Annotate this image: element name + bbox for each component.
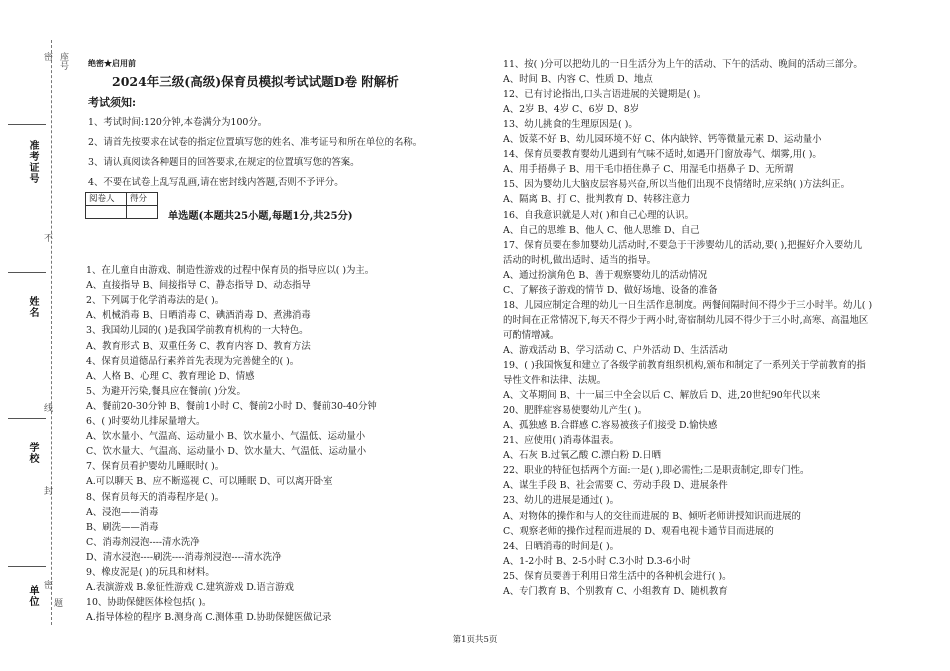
question-line: C、观察老师的操作过程而进展的 D、观看电视卡通节目而进展的 [503, 525, 774, 537]
question-line: 24、日晒消毒的时间是( )。 [503, 540, 619, 552]
question-line: A、2岁 B、4岁 C、6岁 D、8岁 [503, 104, 640, 116]
question-line: A、教育形式 B、双重任务 C、教育内容 D、教育方法 [86, 340, 311, 352]
school-underline [8, 418, 46, 419]
question-line: 13、幼儿挑食的生理原因是( )。 [503, 119, 638, 131]
exam-number-underline [8, 124, 46, 125]
seal-dashed-line [51, 40, 52, 625]
question-line: D、清水浸泡----刷洗----消毒剂浸泡----清水洗净 [86, 551, 282, 563]
question-line: A、机械消毒 B、日晒消毒 C、碘酒消毒 D、煮沸消毒 [86, 310, 311, 322]
question-line: 3、我国幼儿园的( )是我国学前教育机构的一大特色。 [86, 325, 309, 337]
question-line: A、孤独感 B.合群感 C.容易被孩子们接受 D.愉快感 [503, 420, 718, 432]
notice-heading: 考试须知: [88, 96, 137, 109]
notice-item: 2、请首先按要求在试卷的指定位置填写您的姓名、准考证号和所在单位的名称。 [88, 137, 423, 148]
question-line: 16、自我意识就是人对( )和自己心理的认识。 [503, 209, 694, 221]
question-line: 4、保育员道德品行素养首先表现为完善健全的( )。 [86, 355, 300, 367]
question-line: A、饮水量小、气温高、运动量小 B、饮水量小、气温低、运动量小 [86, 431, 366, 443]
seal-char: 密 [42, 580, 52, 589]
question-line: B、刷洗——消毒 [86, 521, 159, 533]
question-line: 2、下列属于化学消毒法的是( )。 [86, 295, 225, 307]
unit-label: 单位 [27, 585, 38, 607]
notice-item: 1、考试时间:120分钟,本卷满分为100分。 [88, 117, 268, 128]
question-line: A、文革期间 B、十一届三中全会以后 C、解放后 D、进,20世纪90年代以来 [503, 390, 821, 402]
seat-label: 座号 [58, 52, 68, 70]
question-line: 25、保育员要善于利用日常生活中的各种机会进行( )。 [503, 570, 732, 582]
question-line: C、饮水量大、气温高、运动量小 D、饮水量大、气温低、运动量小 [86, 446, 367, 458]
seal-char: 不 [42, 233, 52, 242]
question-line: A、浸泡——消毒 [86, 506, 159, 518]
question-line: A、隔离 B、打 C、批判教育 D、转移注意力 [503, 194, 691, 206]
question-line: A、餐前20-30分钟 B、餐前1小时 C、餐前2小时 D、餐前30-40分钟 [86, 400, 377, 412]
question-line: A、饭菜不好 B、幼儿园环境不好 C、体内缺锌、钙等微量元素 D、运动量小 [503, 134, 822, 146]
question-line: A、对物体的操作和与人的交往而进展的 B、倾听老师讲授知识而进展的 [503, 510, 801, 522]
question-line: A、直接指导 B、间接指导 C、静态指导 D、动态指导 [86, 280, 311, 292]
page-footer: 第1页共5页 [452, 635, 498, 645]
question-line: 22、职业的特征包括两个方面:一是( ),即必需性;二是职责制定,即专门性。 [503, 465, 810, 477]
question-line: A、谋生手段 B、社会需要 C、劳动手段 D、进展条件 [503, 480, 728, 492]
question-line: 11、按( )分可以把幼儿的一日生活分为上午的活动、下午的活动、晚间的活动三部分。 [503, 59, 863, 70]
school-label: 学校 [27, 442, 38, 464]
question-line: 14、保育员要教育婴幼儿遇到有气味不适时,如遇开门窗放毒气、烟雾,用( )。 [503, 149, 822, 161]
grader-label: 阅卷人 [86, 193, 127, 206]
question-line: A、用手捂鼻子 B、用干毛巾捂住鼻子 C、用湿毛巾捂鼻子 D、无所谓 [503, 164, 794, 176]
question-line: 5、为避开污染,餐具应在餐前( )分发。 [86, 385, 246, 397]
question-line: 导性文件和法律、法规。 [503, 375, 607, 387]
notice-item: 3、请认真阅读各种题目的回答要求,在规定的位置填写您的答案。 [88, 157, 360, 168]
section-title: 单选题(本题共25小题,每题1分,共25分) [168, 210, 353, 222]
exam-number-label: 准考证号 [27, 140, 38, 184]
question-line: 7、保育员看护婴幼儿睡眠时( )。 [86, 461, 225, 473]
question-line: 17、保育员要在参加婴幼儿活动时,不要急于干涉婴幼儿的活动,要( ),把握好介入要幼儿 [503, 239, 863, 251]
question-line: A、时间 B、内容 C、性质 D、地点 [503, 74, 653, 86]
question-line: 1、在儿童自由游戏、制造性游戏的过程中保育员的指导应以( )为主。 [86, 265, 375, 276]
question-line: A、专门教育 B、个别教育 C、小组教育 D、随机教育 [503, 585, 728, 597]
notice-item: 4、不要在试卷上乱写乱画,请在密封线内答题,否则不予评分。 [88, 177, 344, 188]
question-line: A、游戏活动 B、学习活动 C、户外活动 D、生活活动 [503, 344, 728, 356]
question-line: 15、因为婴幼儿大脑皮层容易兴奋,所以当他们出现不良情绪时,应采纳( )方法纠正。 [503, 179, 850, 191]
question-line: A、自己的思维 B、他人 C、他人思维 D、自己 [503, 224, 700, 236]
name-label: 姓名 [27, 296, 38, 318]
question-line: 23、幼儿的进展是通过( )。 [503, 495, 619, 507]
score-label: 得分 [127, 193, 158, 206]
grader-score-table [85, 192, 158, 219]
seal-char: 线 [42, 403, 52, 412]
score-cell[interactable] [127, 206, 158, 219]
question-line: A.表演游戏 B.象征性游戏 C.建筑游戏 D.语言游戏 [86, 582, 294, 594]
question-line: 可酌情增减。 [503, 329, 560, 341]
question-line: 19、( )我国恢复和建立了各级学前教育组织机构,颁布和制定了一系列关于学前教育的指 [503, 360, 866, 371]
question-line: 6、( )时要幼儿排尿量增大。 [86, 416, 206, 427]
question-line: 8、保育员每天的消毒程序是( )。 [86, 491, 225, 503]
question-line: 活动的时机,做出适时、适当的指导。 [503, 254, 656, 266]
question-line: A、通过扮演角色 B、善于观察婴幼儿的活动情况 [503, 269, 708, 281]
secret-mark: 绝密★启用前 [88, 58, 136, 68]
question-line: 的时间在正常情况下,每天不得少于两小时,寄宿制幼儿园不得少于三小时,高寒、高温地区 [503, 314, 869, 326]
question-line: A、1-2小时 B、2-5小时 C.3小时 D.3-6小时 [503, 555, 691, 567]
grader-cell[interactable] [86, 206, 127, 219]
question-line: A、石灰 B.过氧乙酸 C.漂白粉 D.日晒 [503, 450, 662, 462]
question-line: 9、橡皮泥是( )的玩具和材料。 [86, 567, 215, 578]
question-line: 18、儿园应制定合理的幼儿一日生活作息制度。两餐间隔时间不得少于三小时半。幼儿( ) [503, 299, 873, 311]
question-line: C、消毒剂浸泡----清水洗净 [86, 536, 200, 548]
unit-underline [8, 566, 46, 567]
seal-char: 封 [42, 486, 52, 495]
question-line: 12、已有讨论指出,口头言语进展的关键期是( )。 [503, 89, 707, 101]
question-line: 20、肥胖症容易使婴幼儿产生( )。 [503, 405, 648, 417]
question-line: A.指导体检的程序 B.测身高 C.测体重 D.协助保健医做记录 [86, 612, 332, 624]
question-line: A、人格 B、心理 C、教育理论 D、情感 [86, 370, 255, 382]
seal-char: 题 [52, 598, 62, 607]
question-line: 10、协助保健医体检包括( )。 [86, 597, 212, 609]
name-underline [8, 272, 46, 273]
seal-char: 密 [42, 52, 52, 61]
question-line: C、了解孩子游戏的情节 D、做好场地、设备的准备 [503, 284, 718, 296]
question-line: A.可以聊天 B、应不断巡视 C、可以睡眠 D、可以离开卧室 [86, 476, 333, 488]
page-title: 2024年三级(高级)保育员模拟考试试题D卷 附解析 [112, 74, 399, 89]
question-line: 21、应使用( )消毒体温表。 [503, 435, 619, 447]
